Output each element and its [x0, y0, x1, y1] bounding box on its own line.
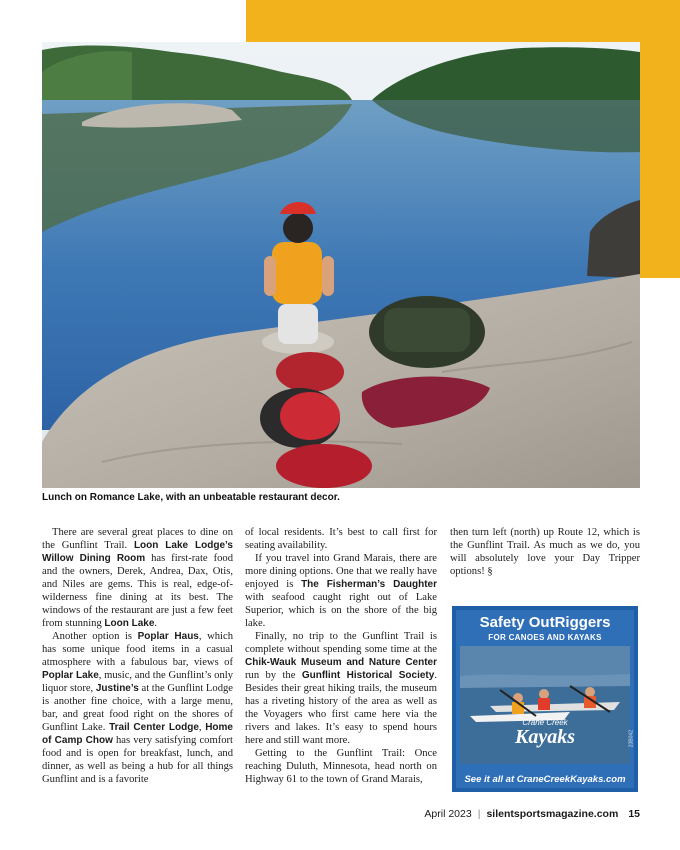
gold-accent-bar-side	[640, 0, 680, 278]
article-column-2	[245, 526, 437, 786]
paragraph: of local residents. It’s best to call first for seating availability.	[245, 527, 437, 551]
paragraph: If you travel into Grand Marais, there are more dining options. One that we really have enjoyed is The Fisherman’s Daughter with seafood caught right out of Lake Superior, which is on the shore of the big lake.	[245, 553, 437, 629]
issue-date: April 2023	[424, 808, 472, 820]
paragraph: Another option is Poplar Haus, which has some unique food items in a casual atmosphere with a fabulous bar, views of Poplar Lake, music, and the Gunflint’s only liquor store, Justine’s at the Gunflint Lodge is another fine choice, with a large menu, bar, and great food right on the shores of Gunflint Lake. Trail Center Lodge, Home of Camp Chow has very satisfying comfort food and is open for breakfast, lunch, and dinner, as well as being a hub for all things Gunflint and is a favorite	[42, 631, 233, 785]
ad-subtitle: FOR CANOES AND KAYAKS	[488, 633, 602, 642]
site-url[interactable]: silentsportsmagazine.com	[486, 808, 619, 820]
footer-separator: |	[477, 808, 481, 820]
photo-caption: Lunch on Romance Lake, with an unbeatable restaurant decor.	[42, 492, 340, 503]
paragraph: then turn left (north) up Route 12, which is the Gunflint Trail. As much as we do, you will absolutely love your Day Tripper options! §	[450, 527, 640, 577]
crane-creek-kayaks-logo: Kayaks	[515, 726, 575, 748]
page-number: 15	[628, 808, 640, 820]
lake-lunch-photo	[42, 42, 640, 488]
crane-creek-kayaks-ad[interactable]	[452, 606, 638, 792]
article-column-1	[42, 526, 233, 786]
ad-link-text[interactable]: See it all at CraneCreekKayaks.com	[464, 774, 626, 785]
gold-accent-bar-top	[246, 0, 680, 42]
paragraph: There are several great places to dine on the Gunflint Trail. Loon Lake Lodge’s Willow Dining Room has first-rate food and the owners, Derek, Andrea, Dax, Otis, and Niles are gems. This is real, edge-of-wilderness fine dining at its best. The windows of the restaurant are just a few feet from stunning Loon Lake.	[42, 527, 233, 629]
paragraph: Finally, no trip to the Gunflint Trail is complete without spending some time at the Chik-Wauk Museum and Nature Center run by the Gunflint Historical Society. Besides their great hiking trails, the museum has a riveting history of the area as well as the Voyagers who first came here via the rivers and lakes. It’s easy to spend hours here and still want more.	[245, 631, 437, 746]
paragraph: Getting to the Gunflint Trail: Once reaching Duluth, Minnesota, head north on Highway 61 to the town of Grand Marais,	[245, 748, 437, 785]
ad-title: Safety OutRiggers	[479, 614, 611, 631]
article-column-3	[450, 526, 640, 578]
ad-code: 23B042	[628, 730, 634, 748]
ad-logo-tagline: Crane Creek	[522, 718, 568, 727]
page-footer	[424, 808, 640, 820]
